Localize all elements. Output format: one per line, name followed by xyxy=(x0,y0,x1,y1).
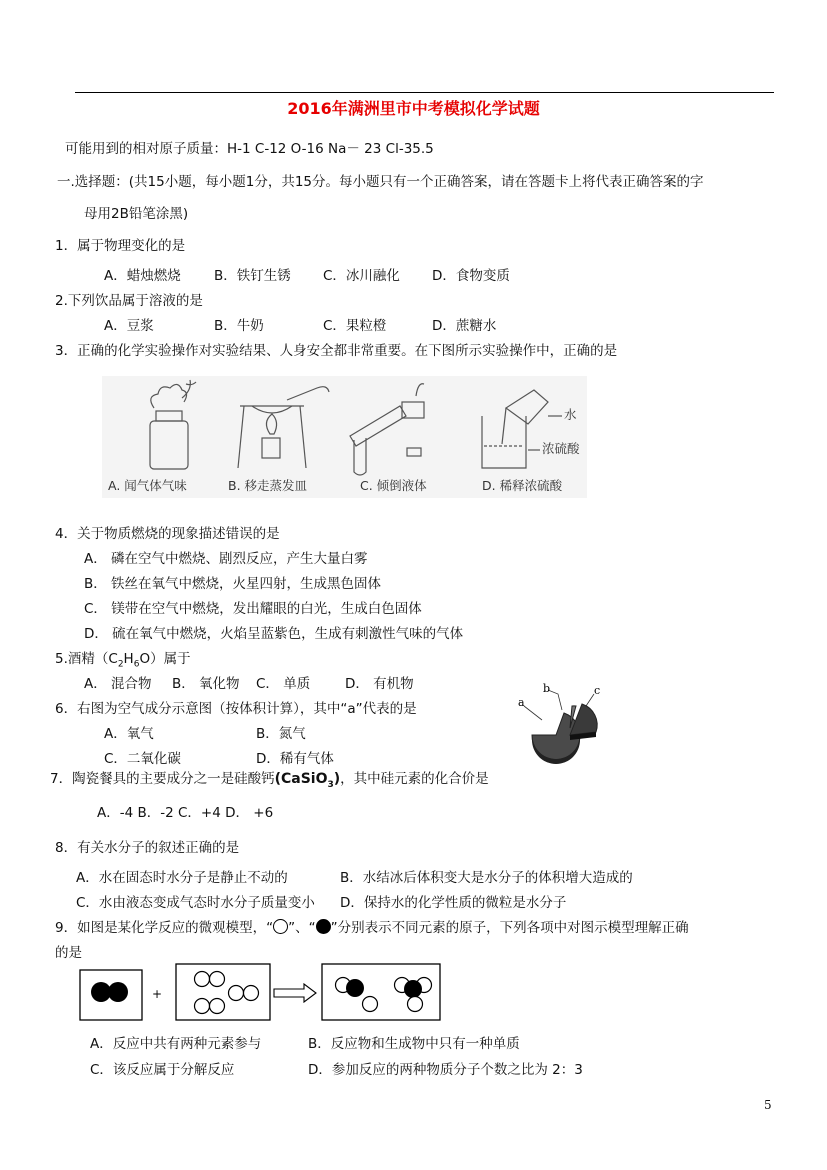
q2-option-b: B．牛奶 xyxy=(214,318,264,334)
pie-label-b: b xyxy=(543,682,551,695)
atomic-masses: 可能用到的相对原子质量：H-1 C-12 O-16 Na－ 23 Cl-35.5 xyxy=(65,141,434,157)
q5-option-b: B． 氧化物 xyxy=(172,676,240,692)
q7-formula-close: ) xyxy=(333,771,341,787)
q7-formula-sub: 3 xyxy=(327,779,334,790)
q8-option-a: A．水在固态时水分子是静止不动的 xyxy=(76,870,288,886)
q5-option-c: C． 单质 xyxy=(256,676,311,692)
black-atom-icon xyxy=(316,919,331,934)
q8-option-b: B．水结冰后体积变大是水分子的体积增大造成的 xyxy=(340,870,633,886)
q9-stem-mid: ”、“ xyxy=(288,920,316,936)
q7-stem-pre: 7．陶瓷餐具的主要成分之一是硅酸钙 xyxy=(50,771,275,787)
q4-option-d: D． 硫在氧气中燃烧，火焰呈蓝紫色，生成有刺激性气味的气体 xyxy=(84,626,464,642)
page-number: 5 xyxy=(764,1098,772,1112)
q2-option-a: A．豆浆 xyxy=(104,318,154,334)
section-heading-cont: 母用2B铅笔涂黑) xyxy=(84,206,189,222)
header-rule xyxy=(75,92,774,93)
q5-stem-mid: H xyxy=(123,651,134,667)
pie-label-a: a xyxy=(518,696,525,709)
q4-option-a: A． 磷在空气中燃烧、剧烈反应，产生大量白雾 xyxy=(84,551,368,567)
reaction-model-diagram xyxy=(78,962,448,1024)
pie-label-c: c xyxy=(594,684,601,697)
q9-option-a: A．反应中共有两种元素参与 xyxy=(90,1036,262,1052)
q9-option-c: C．该反应属于分解反应 xyxy=(90,1062,235,1078)
q9-stem xyxy=(55,916,689,936)
q5-stem xyxy=(55,647,191,670)
q3-caption-a: A. 闻气体气味 xyxy=(108,478,187,493)
q8-stem: 8．有关水分子的叙述正确的是 xyxy=(55,840,240,856)
q6-option-a: A．氧气 xyxy=(104,726,154,742)
q9-stem-cont: 的是 xyxy=(55,945,82,961)
q2-stem: 2.下列饮品属于溶液的是 xyxy=(55,293,203,309)
q5-stem-post: O）属于 xyxy=(139,651,191,667)
q1-option-c: C．冰川融化 xyxy=(323,268,400,284)
q1-option-d: D．食物变质 xyxy=(432,268,510,284)
q3-caption-c: C. 倾倒液体 xyxy=(360,478,427,493)
q4-option-c: C． 镁带在空气中燃烧，发出耀眼的白光，生成白色固体 xyxy=(84,601,422,617)
q4-stem: 4．关于物质燃烧的现象描述错误的是 xyxy=(55,526,280,542)
q5-stem-pre: 5.酒精（C xyxy=(55,651,118,667)
q7-formula xyxy=(274,771,341,790)
q2-option-d: D．蔗糖水 xyxy=(432,318,497,334)
q5-sub-2: 6 xyxy=(133,659,140,670)
q3-stem: 3．正确的化学实验操作对实验结果、人身安全都非常重要。在下图所示实验操作中，正确的是 xyxy=(55,343,618,359)
q3-illustration xyxy=(102,376,587,498)
q7-stem-post: ，其中硅元素的化合价是 xyxy=(340,771,489,787)
q7-stem xyxy=(50,767,489,790)
q9-stem-pre: 9．如图是某化学反应的微观模型，“ xyxy=(55,920,274,936)
plus-sign: + xyxy=(152,987,163,1001)
q7-options: A．-4 B．-2 C．+4 D． +6 xyxy=(97,805,274,821)
q5-option-a: A． 混合物 xyxy=(84,676,152,692)
q1-option-b: B．铁钉生锈 xyxy=(214,268,291,284)
q5-sub-1: 2 xyxy=(117,659,124,670)
q3-caption-d: D. 稀释浓硫酸 xyxy=(482,478,563,493)
q6-stem: 6．右图为空气成分示意图（按体积计算），其中“a”代表的是 xyxy=(55,701,417,717)
water-label: 水 xyxy=(564,407,577,422)
q9-option-b: B．反应物和生成物中只有一种单质 xyxy=(308,1036,520,1052)
q1-option-a: A．蜡烛燃烧 xyxy=(104,268,181,284)
q4-option-b: B． 铁丝在氧气中燃烧，火星四射，生成黑色固体 xyxy=(84,576,382,592)
q6-option-c: C．二氧化碳 xyxy=(104,751,181,767)
white-atom-icon xyxy=(273,919,288,934)
q1-stem: 1．属于物理变化的是 xyxy=(55,238,186,254)
q7-formula-main: (CaSiO xyxy=(274,771,328,787)
q8-option-c: C．水由液态变成气态时水分子质量变小 xyxy=(76,895,315,911)
q2-option-c: C．果粒橙 xyxy=(323,318,387,334)
air-composition-pie xyxy=(510,680,610,766)
acid-label: 浓硫酸 xyxy=(542,441,580,456)
q3-caption-b: B. 移走蒸发皿 xyxy=(228,478,308,493)
section-heading: 一.选择题：(共15小题，每小题1分，共15分。每小题只有一个正确答案，请在答题卡上将代表正确答案的字 xyxy=(57,174,704,190)
q6-option-d: D．稀有气体 xyxy=(256,751,334,767)
page-title: 2016年满洲里市中考模拟化学试题 xyxy=(287,99,540,118)
q5-option-d: D． 有机物 xyxy=(345,676,414,692)
q9-option-d: D．参加反应的两种物质分子个数之比为 2：3 xyxy=(308,1062,583,1078)
reaction-arrow-icon xyxy=(274,984,316,1002)
q8-option-d: D．保持水的化学性质的微粒是水分子 xyxy=(340,895,567,911)
q6-option-b: B．氮气 xyxy=(256,726,306,742)
q9-stem-post: ”分别表示不同元素的原子，下列各项中对图示模型理解正确 xyxy=(330,920,689,936)
